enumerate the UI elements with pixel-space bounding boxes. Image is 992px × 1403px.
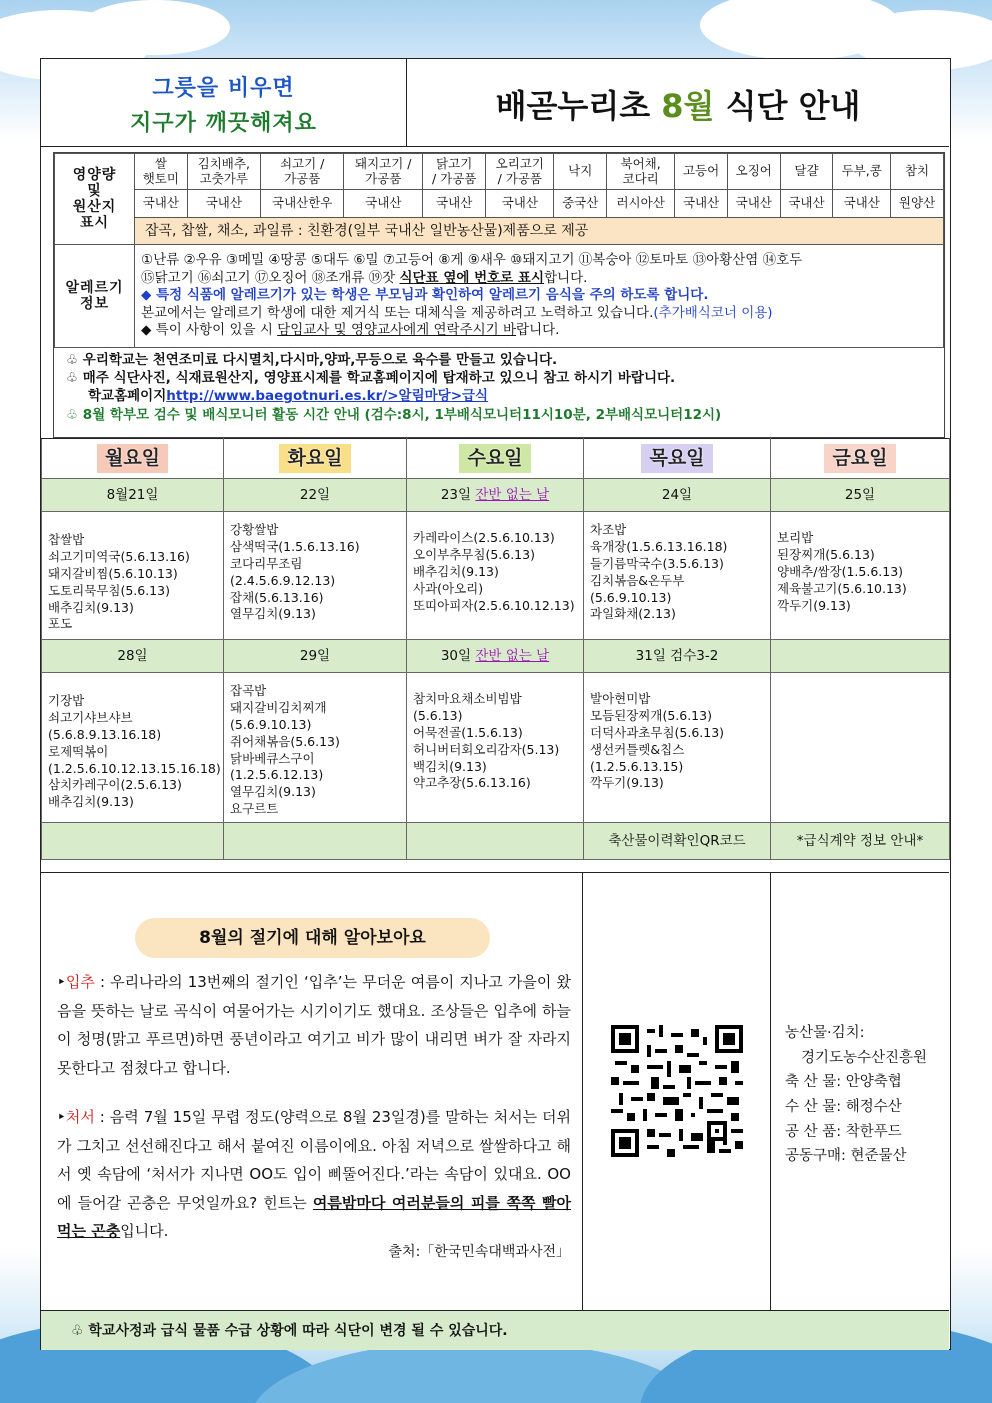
menu-cell: 차조밥 육개장(1.5.6.13.16.18) 들기름막국수(3.5.6.13) 김치볶음&온두부 (5.6.9.10.13) 과일화채(2.13) <box>584 512 771 640</box>
origin-item: 닭고기 / 가공품 <box>423 154 486 190</box>
menu-sheet <box>40 58 951 1350</box>
allergy-substitute-a: 본교에서는 알레르기 학생에 대한 제거식 또는 대체식을 제공하려고 노력하고 있습니다. <box>141 304 654 321</box>
note-link-line <box>66 387 932 405</box>
menu-cell: 기장밥 쇠고기샤브샤브 (5.6.8.9.13.16.18) 로제떡볶이 (1.2.5.6.10.12.13.15.16.18) 삼치카레구이(2.5.6.13) 배추김치(9.13) <box>42 673 224 823</box>
date-row <box>42 479 950 512</box>
origin-value: 국내산 <box>486 190 554 218</box>
menu-grid <box>41 438 949 860</box>
contract-line: 축 산 물: 안양축협 <box>785 1074 902 1091</box>
date-cell: 24일 <box>584 479 771 512</box>
date-text: 23일 <box>440 486 472 503</box>
allergy-substitute <box>141 305 937 323</box>
origin-item: 오징어 <box>727 154 780 190</box>
title-text: 식단 안내 <box>725 87 861 125</box>
allergy-warning: ◆ 특정 식품에 알레르기가 있는 학생은 부모님과 확인하여 알레르기 음식을 주의 하도록 합니다. <box>141 287 709 304</box>
contract-line: 공동구매: 현준물산 <box>785 1148 907 1165</box>
note-stock: ♧ 우리학교는 천연조미료 다시멸치,다시마,양파,무등으로 육수를 만들고 있습니다. <box>66 352 558 368</box>
solar-term-title: 8월의 절기에 대해 알아보아요 <box>135 918 490 958</box>
day-wednesday <box>407 439 584 479</box>
allergy-contact-c: 랍니다. <box>516 322 560 339</box>
eco-note: 잡곡, 찹쌀, 채소, 과일류 : 친환경(일부 국내산 일반농산물)제품으로 제공 <box>135 218 944 245</box>
allergy-substitute-b: (추가배식코너 이용) <box>653 304 773 321</box>
allergy-list: ①난류 ②우유 ③메밀 ④땅콩 ⑤대두 ⑥밀 ⑦고등어 ⑧게 ⑨새우 ⑩돼지고기 ⑪복숭아 ⑫토마토 ⑬아황산염 ⑭호두 <box>141 252 803 269</box>
no-leftover-badge: 잔반 없는 날 <box>475 486 550 503</box>
contract-list <box>785 1021 927 1169</box>
day-friday <box>771 439 950 479</box>
menu-cell: 잡곡밥 돼지갈비김치찌개 (5.6.9.10.13) 쥐어채볶음(5.6.13) 닭바베큐스구이 (1.2.5.6.12.13) 열무김치(9.13) 요구르트 <box>224 673 407 823</box>
empty-cell <box>42 823 224 860</box>
date-cell <box>407 640 584 673</box>
allergy-info <box>135 245 944 348</box>
bullet-icon: ‣ <box>57 973 66 991</box>
origin-value: 국내산 <box>780 190 833 218</box>
allergy-list-2b: 식단표 옆에 번호로 표시 <box>399 269 545 286</box>
origin-value: 국내산 <box>187 190 260 218</box>
no-leftover-badge: 잔반 없는 날 <box>475 647 550 664</box>
empty-cell <box>224 823 407 860</box>
title-school: 배곧누리초 <box>495 87 651 125</box>
contract-info <box>771 873 949 1311</box>
contract-line: 농산물·김치: <box>785 1025 865 1041</box>
origin-item: 북어채, 코다리 <box>607 154 675 190</box>
day-header-row <box>42 439 950 479</box>
date-cell <box>771 640 950 673</box>
contract-line: 경기도농수산진흥원 <box>801 1049 928 1066</box>
info-box <box>53 152 945 438</box>
origin-item: 고등어 <box>675 154 728 190</box>
term-text: : 우리나라의 13번째의 절기인 ‘입추’는 무더운 여름이 지나고 가을이 왔음을 뜻하는 날로 곡식이 여물어가는 시기이기도 했대요. 조상들은 입추에 하늘이 청명(맑고 푸르면)하면 풍년이라고 여기고 비가 많이 내리면 벼가 잘 자라지 못한다고 점쳤다고 합니다. <box>57 973 571 1077</box>
origin-value: 국내산 <box>675 190 728 218</box>
date-cell: 31일 검수3-2 <box>584 640 771 673</box>
slogan-line-2: 지구가 깨끗해져요 <box>130 111 317 136</box>
date-cell: 28일 <box>42 640 224 673</box>
bottom-notice: ♧ 학교사정과 급식 물품 수급 상황에 따라 식단이 변경 될 수 있습니다. <box>41 1310 949 1350</box>
allergy-row-label: 알레르기 정보 <box>55 245 135 348</box>
origin-item: 두부,콩 <box>833 154 891 190</box>
menu-cell: 발아현미밥 모듬된장찌개(5.6.13) 더덕사과초무침(5.6.13) 생선커틀렛&칩스 (1.2.5.6.13.15) 깍두기(9.13) <box>584 673 771 823</box>
origin-value: 국내산 <box>423 190 486 218</box>
note-homepage: ♧ 매주 식단사진, 식재료원산지, 영양표시제를 학교홈페이지에 탑재하고 있으니 참고 하시기 바랍니다. <box>66 370 676 387</box>
header <box>41 59 949 147</box>
bullet-icon: ‣ <box>57 1108 66 1126</box>
slogan-line-1: 그릇을 비우면 <box>152 76 295 101</box>
title-month: 8월 <box>661 87 715 125</box>
allergy-list-2 <box>141 270 937 288</box>
date-cell: 29일 <box>224 640 407 673</box>
notes <box>54 348 944 427</box>
origin-value: 국내산 <box>344 190 423 218</box>
origin-item: 오리고기 / 가공품 <box>486 154 554 190</box>
day-tuesday <box>224 439 407 479</box>
origin-value: 국내산한우 <box>260 190 344 218</box>
day-monday <box>42 439 224 479</box>
date-cell: 22일 <box>224 479 407 512</box>
menu-row <box>42 673 950 823</box>
menu-cell: 찹쌀밥 쇠고기미역국(5.6.13.16) 돼지갈비찜(5.6.10.13) 도토리묵무침(5.6.13) 배추김치(9.13) 포도 <box>42 512 224 640</box>
day-label: 수요일 <box>459 444 530 474</box>
menu-cell: 카레라이스(2.5.6.10.13) 오이부추무침(5.6.13) 배추김치(9.13) 사과(아오리) 또띠아피자(2.5.6.10.12.13) <box>407 512 584 640</box>
origin-item: 쌀 햇토미 <box>135 154 188 190</box>
contract-line: 수 산 물: 해정수산 <box>785 1098 902 1115</box>
empty-cell <box>407 823 584 860</box>
contract-label: *급식계약 정보 안내* <box>771 823 950 860</box>
solar-term-cheoseo <box>57 1103 571 1246</box>
origin-value: 국내산 <box>727 190 780 218</box>
origin-value: 러시아산 <box>607 190 675 218</box>
date-cell: 25일 <box>771 479 950 512</box>
origin-item: 쇠고기 / 가공품 <box>260 154 344 190</box>
solar-term-section <box>41 873 583 1311</box>
qr-label: 축산물이력확인QR코드 <box>584 823 771 860</box>
origin-value: 국내산 <box>833 190 891 218</box>
day-thursday <box>584 439 771 479</box>
allergy-contact <box>141 322 937 340</box>
allergy-list-2c: 합니다. <box>544 269 588 286</box>
allergy-contact-b: 담임교사 및 영양교사에게 연락주시기 바 <box>277 322 517 339</box>
term-name: 입추 <box>65 973 95 991</box>
origin-item: 달걀 <box>780 154 833 190</box>
origin-item: 참치 <box>891 154 944 190</box>
source-citation: 출처:「한국민속대백과사전」 <box>388 1244 570 1260</box>
allergy-contact-a: ◆ 특이 사항이 있을 시 <box>141 322 278 339</box>
menu-cell: 보리밥 된장찌개(5.6.13) 양배추/쌈장(1.5.6.13) 제육불고기(5.6.10.13) 깍두기(9.13) <box>771 512 950 640</box>
allergy-list-2a: ⑮닭고기 ⑯쇠고기 ⑰오징어 ⑱조개류 ⑲잣 <box>141 269 400 286</box>
note-monitor: ♧ 8월 학부모 검수 및 배식모니터 활동 시간 안내 (검수:8시, 1부배식모니터11시10분, 2부배식모니터12시) <box>66 406 722 423</box>
date-cell: 8월21일 <box>42 479 224 512</box>
origin-item: 김치배추, 고춧가루 <box>187 154 260 190</box>
menu-cell: 강황쌀밥 삼색떡국(1.5.6.13.16) 코다리무조림 (2.4.5.6.9.12.13) 잡채(5.6.13.16) 열무김치(9.13) <box>224 512 407 640</box>
qr-code-icon[interactable] <box>611 1025 743 1157</box>
term-hint: 여름밤마다 여러분들의 피를 쪽쪽 빨아먹는 곤충 <box>57 1193 572 1240</box>
date-cell <box>407 479 584 512</box>
cloud-decoration <box>80 0 230 55</box>
origin-value: 국내산 <box>135 190 188 218</box>
origin-value: 원양산 <box>891 190 944 218</box>
origin-value: 중국산 <box>554 190 607 218</box>
menu-cell: 참치마요채소비빔밥 (5.6.13) 어묵전골(1.5.6.13) 허니버터회오리감자(5.13) 백김치(9.13) 약고추장(5.6.13.16) <box>407 673 584 823</box>
origin-row-label: 영양량 및 원산지 표시 <box>55 154 135 245</box>
contract-line: 공 산 품: 착한푸드 <box>785 1123 902 1140</box>
info-label-row <box>42 823 950 860</box>
day-label: 금요일 <box>824 444 895 474</box>
origin-item: 돼지고기 / 가공품 <box>344 154 423 190</box>
menu-cell <box>771 673 950 823</box>
slogan-box <box>41 59 407 147</box>
origin-table <box>54 153 944 348</box>
day-label: 월요일 <box>97 444 168 474</box>
page-title <box>407 59 949 147</box>
solar-term-ipchu <box>57 968 571 1082</box>
day-label: 화요일 <box>279 444 350 474</box>
note-link-label: 학교홈페이지 <box>88 388 167 405</box>
date-text: 30일 <box>440 647 472 664</box>
term-end: 입니다. <box>120 1222 169 1240</box>
menu-row <box>42 512 950 640</box>
lower-section <box>41 872 949 1310</box>
term-name: 처서 <box>65 1108 95 1126</box>
homepage-link[interactable]: http://www.baegotnuri.es.kr/>알림마당>급식 <box>166 388 489 405</box>
qr-column <box>583 873 771 1311</box>
origin-item: 낙지 <box>554 154 607 190</box>
day-label: 목요일 <box>641 444 712 474</box>
date-row <box>42 640 950 673</box>
term-text: : 음력 7월 15일 무렵 정도(양력으로 8월 23일경)를 말하는 처서는 더위가 그치고 선선해진다고 해서 붙여진 이름이에요. 아침 저녁으로 쌀쌀하다고 해서 옛 속담에 ‘처서가 지나면 OO도 입이 삐뚤어진다.’라는 속담이 있대요. OO에 들어갈 곤충은 무엇일까요? 힌트는 <box>57 1108 571 1212</box>
